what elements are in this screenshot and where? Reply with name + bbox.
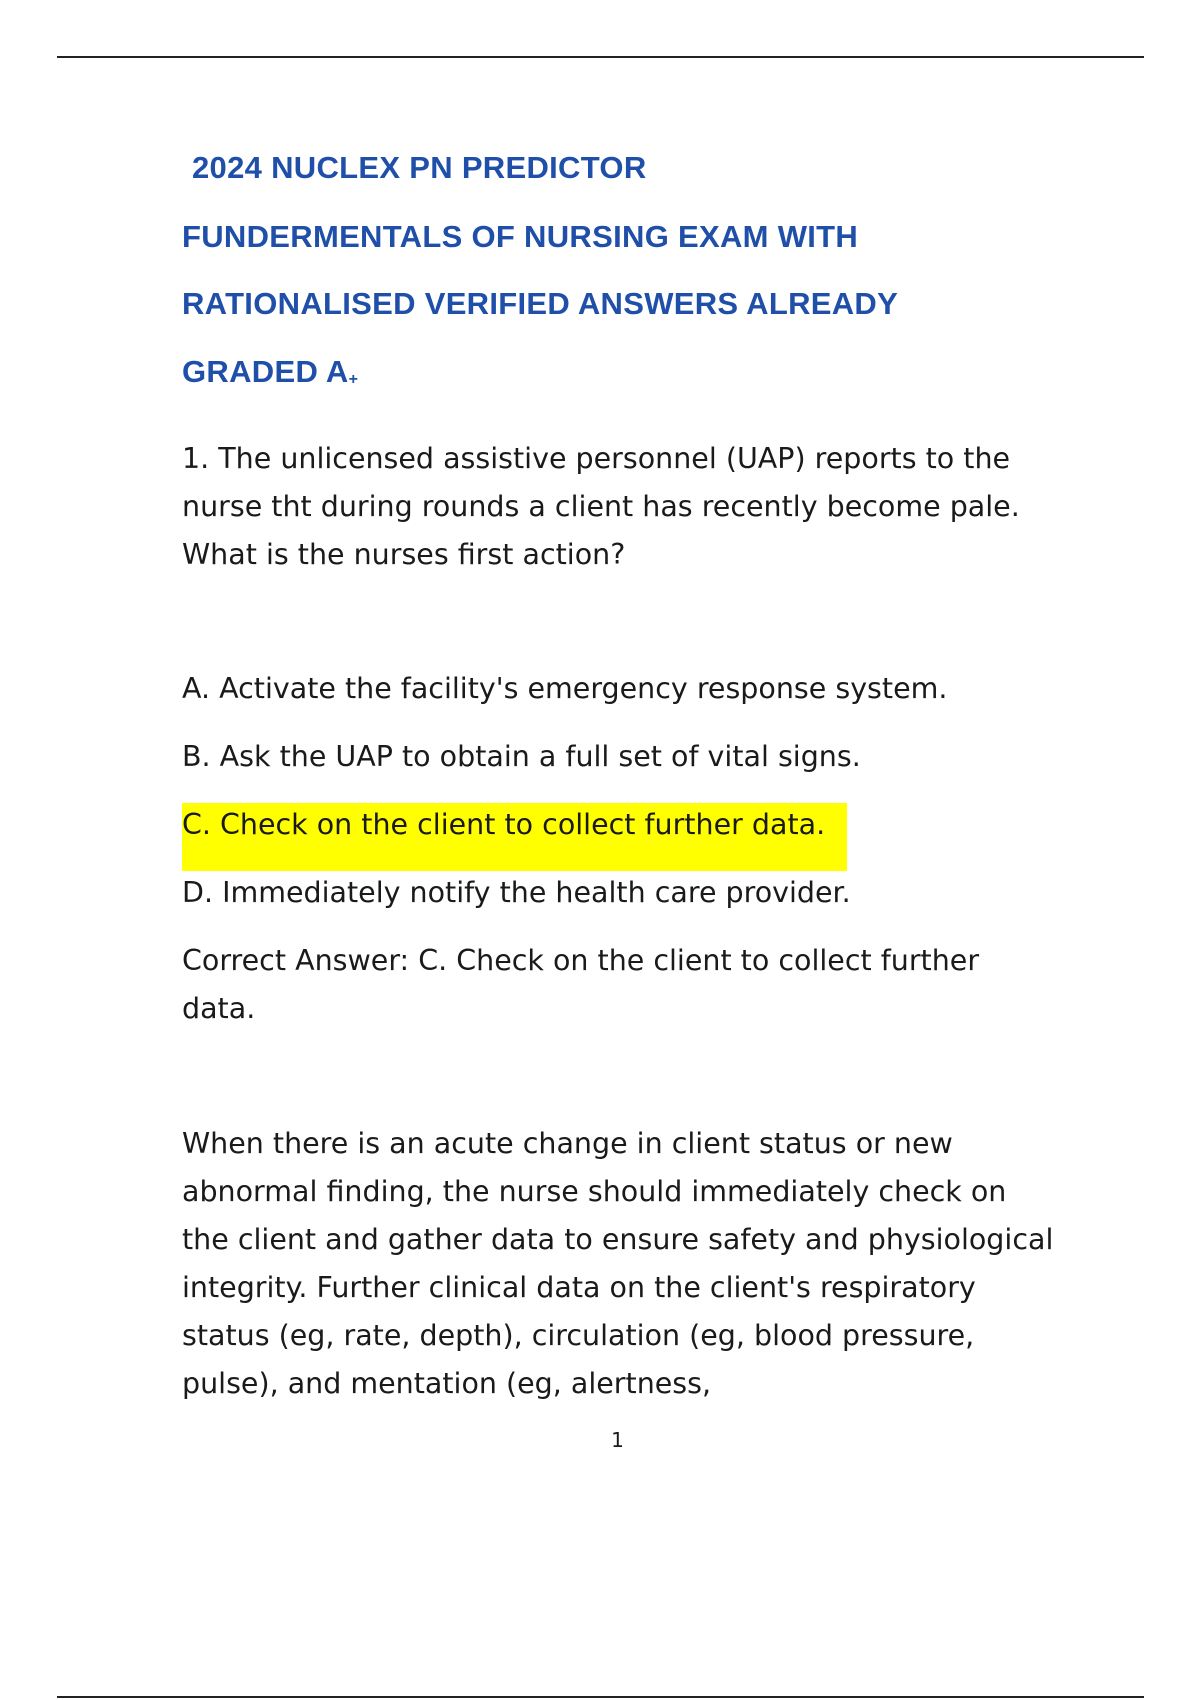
option-c: C. Check on the client to collect further data. <box>182 808 826 841</box>
title-line-4-text: GRADED A <box>182 354 349 389</box>
option-a: A. Activate the facility's emergency response system. <box>182 672 948 705</box>
title-line-3: RATIONALISED VERIFIED ANSWERS ALREADY <box>182 286 899 321</box>
title-line-2: FUNDERMENTALS OF NURSING EXAM WITH <box>182 219 859 254</box>
title-line-4 <box>182 352 358 400</box>
footer-rule <box>57 1696 1144 1698</box>
header-rule <box>57 56 1144 58</box>
title-line-1: 2024 NUCLEX PN PREDICTOR <box>192 150 647 185</box>
page-number: 1 <box>611 1428 624 1452</box>
option-d: D. Immediately notify the health care provider. <box>182 876 851 909</box>
question-text: 1. The unlicensed assistive personnel (UAP) reports to the nurse tht during rounds a client has recently become pale. What is the nurses first action? <box>182 442 1020 571</box>
title-grade-plus: + <box>348 371 359 388</box>
option-b: B. Ask the UAP to obtain a full set of vital signs. <box>182 740 861 773</box>
rationale-text: When there is an acute change in client status or new abnormal finding, the nurse should immediately check on the client and gather data to ensure safety and physiological integrity. Further clinical data on the client's respiratory status (eg, rate, depth), circulation (eg, blood pressure, pulse), and mentation (eg, alertness, <box>182 1127 1054 1400</box>
correct-answer: Correct Answer: C. Check on the client to collect further data. <box>182 944 980 1025</box>
